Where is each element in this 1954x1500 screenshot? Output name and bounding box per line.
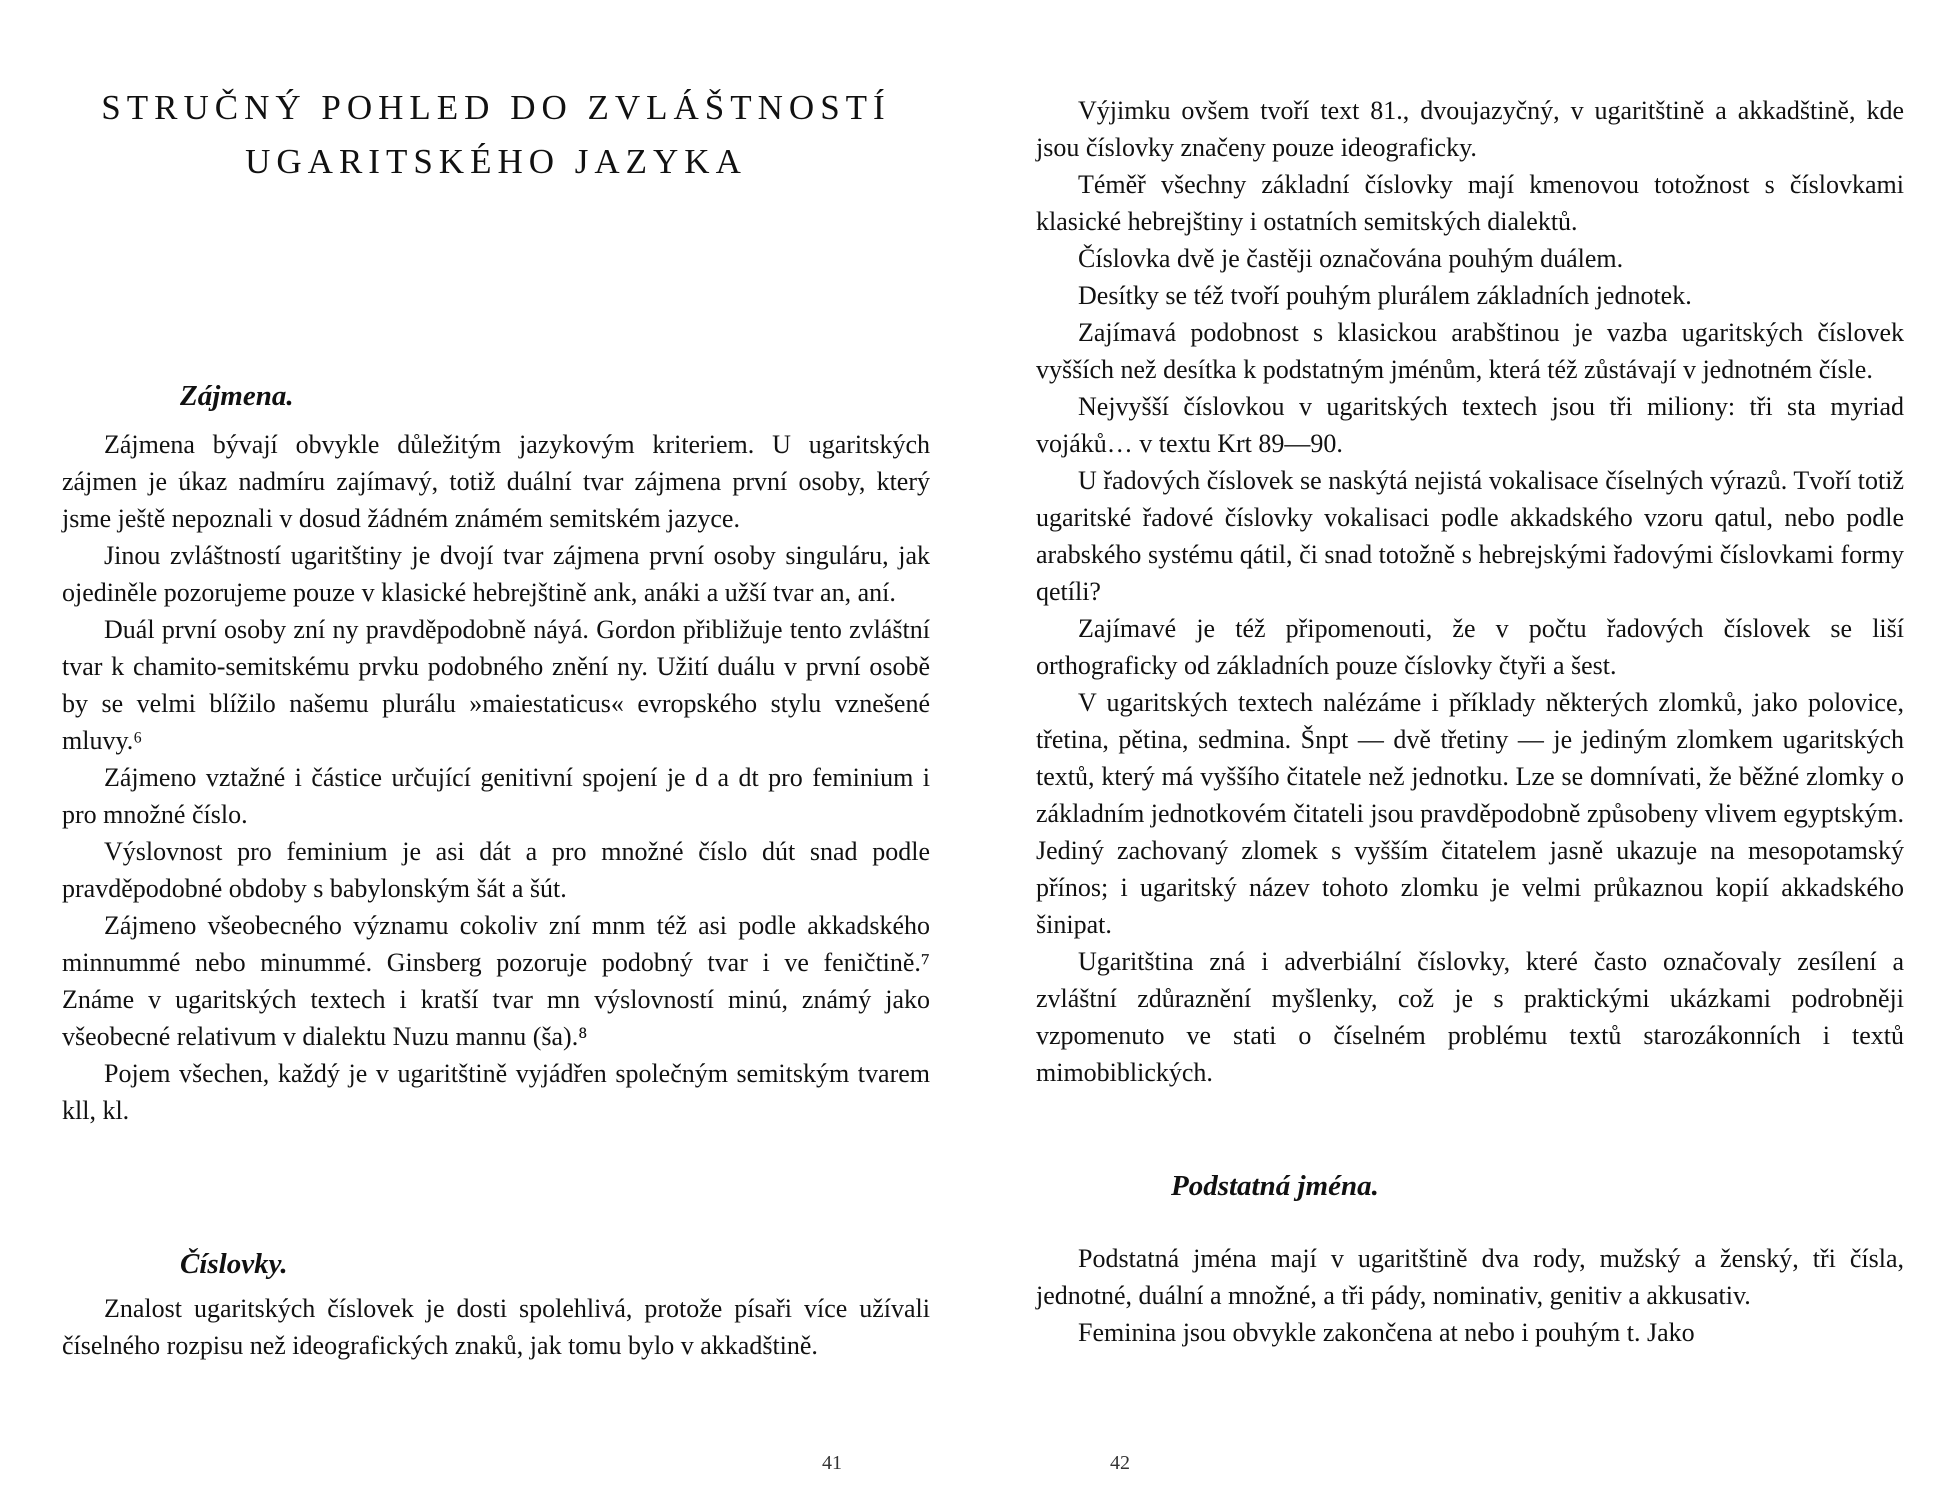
paragraph: V ugaritských textech nalézáme i příklady některých zlomků, jako polovice, třetina, pětina, sedmina. Šnpt — dvě třetiny — je jediným zlomkem ugaritských textů, který má vyššího čitatele než jednotku. Lze se domnívati, že běžné zlomky o základním jednotkovém čitateli jsou pravděpodobně způsobeny vlivem egyptským. Jediný zachovaný zlomek s vyšším čitatelem jasně ukazuje na mesopotamský přínos; i ugaritský název tohoto zlomku je velmi průkaznou kopií akkadského šinipat. <box>1036 688 1904 939</box>
section-heading-podstatna-jmena: Podstatná jména. <box>1171 1170 1379 1202</box>
paragraph: Zájmeno všeobecného významu cokoliv zní mnm též asi podle akkadského minnummé nebo minummé. Ginsberg pozoruje podobný tvar i ve feničtině.⁷ Známe v ugaritských textech i kratší tvar mn výslovností minú, známý jako všeobecné relativum v dialektu Nuzu mannu (ša).⁸ <box>62 911 930 1051</box>
section-body-podstatna-jmena <box>1036 1240 1904 1351</box>
right-page-body <box>1036 92 1904 1091</box>
paragraph: Podstatná jména mají v ugaritštině dva rody, mužský a ženský, tři čísla, jednotné, duální a množné, a tři pády, nominativ, genitiv a akkusativ. <box>1036 1244 1904 1310</box>
paragraph: Jinou zvláštností ugaritštiny je dvojí tvar zájmena první osoby singuláru, jak ojediněle pozorujeme pouze v klasické hebrejštině ank, anáki a užší tvar an, aní. <box>62 541 930 607</box>
paragraph: Znalost ugaritských číslovek je dosti spolehlivá, protože písaři více užívali číselného rozpisu než ideografických znaků, jak tomu bylo v akkadštině. <box>62 1294 930 1360</box>
paragraph: Nejvyšší číslovkou v ugaritských textech jsou tři miliony: tři sta myriad vojáků… v textu Krt 89—90. <box>1036 392 1904 458</box>
page-number: 41 <box>822 1452 842 1474</box>
paragraph: Zajímavá podobnost s klasickou arabštinou je vazba ugaritských číslovek vyšších než desítka k podstatným jménům, která též zůstávají v jednotném čísle. <box>1036 318 1904 384</box>
paragraph: Ugaritština zná i adverbiální číslovky, které často označovaly zesílení a zvláštní zdůraznění myšlenky, což je s praktickými ukázkami podrobněji vzpomenuto ve stati o číselném problému textů starozákonních i textů mimobiblických. <box>1036 947 1904 1087</box>
paragraph: Téměř všechny základní číslovky mají kmenovou totožnost s číslovkami klasické hebrejštiny i ostatních semitských dialektů. <box>1036 170 1904 236</box>
section-heading-zajmena: Zájmena. <box>180 380 294 412</box>
paragraph: Zajímavé je též připomenouti, že v počtu řadových číslovek se liší orthograficky od základních pouze číslovky čtyři a šest. <box>1036 614 1904 680</box>
section-body-cislovky <box>62 1290 930 1364</box>
chapter-title-line-1: STRUČNÝ POHLED DO ZVLÁŠTNOSTÍ <box>101 88 891 127</box>
paragraph: Zájmeno vztažné i částice určující genitivní spojení je d a dt pro feminium i pro množné číslo. <box>62 763 930 829</box>
section-heading-cislovky: Číslovky. <box>180 1248 288 1280</box>
paragraph: Pojem všechen, každý je v ugaritštině vyjádřen společným semitským tvarem kll, kl. <box>62 1059 930 1125</box>
paragraph: Zájmena bývají obvykle důležitým jazykovým kriteriem. U ugaritských zájmen je úkaz nadmíru zajímavý, totiž duální tvar zájmena první osoby, který jsme ještě nepoznali v dosud žádném známém semitském jazyce. <box>62 430 930 533</box>
paragraph: Duál první osoby zní ny pravděpodobně náyá. Gordon přibližuje tento zvláštní tvar k chamito-semitskému prvku podobného znění ny. Užití duálu v první osobě by se velmi blížilo našemu plurálu »maiestaticus« evropského stylu vznešené mluvy.⁶ <box>62 615 930 755</box>
page-number: 42 <box>1110 1452 1130 1474</box>
paragraph: Feminina jsou obvykle zakončena at nebo i pouhým t. Jako <box>1078 1318 1695 1347</box>
paragraph: Číslovka dvě je častěji označována pouhým duálem. <box>1078 244 1624 273</box>
paragraph: U řadových číslovek se naskýtá nejistá vokalisace číselných výrazů. Tvoří totiž ugaritské řadové číslovky vokalisaci podle akkadského vzoru qatul, nebo podle arabského systému qátil, či snad totožně s hebrejskými řadovými číslovkami formy qetíli? <box>1036 466 1904 606</box>
paragraph: Desítky se též tvoří pouhým plurálem základních jednotek. <box>1078 281 1692 310</box>
paragraph: Výslovnost pro feminium je asi dát a pro množné číslo dút snad podle pravděpodobné obdoby s babylonským šát a šút. <box>62 837 930 903</box>
section-body-zajmena <box>62 426 930 1129</box>
paragraph: Výjimku ovšem tvoří text 81., dvoujazyčný, v ugaritštině a akkadštině, kde jsou číslovky značeny pouze ideograficky. <box>1036 96 1904 162</box>
chapter-title-line-2: UGARITSKÉHO JAZYKA <box>245 142 747 181</box>
